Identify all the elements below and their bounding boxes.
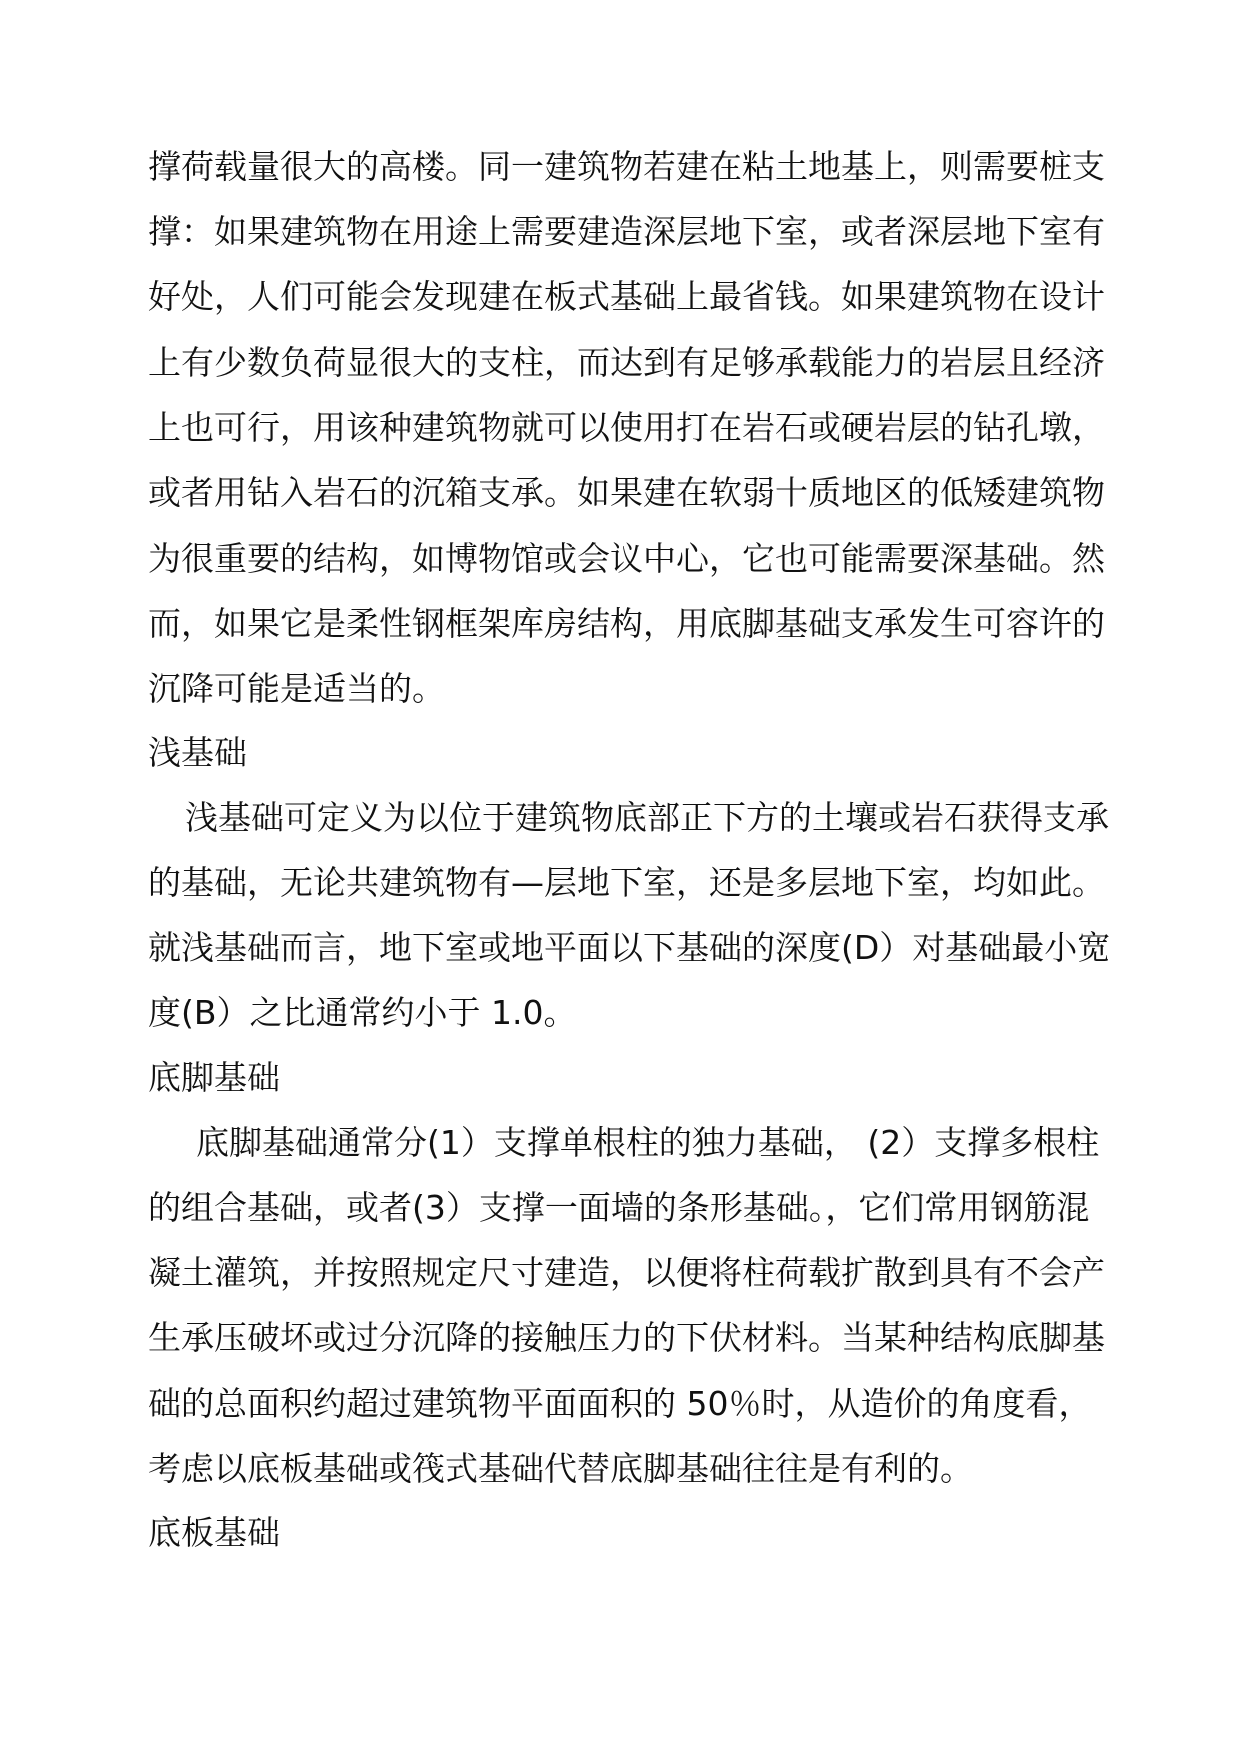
paragraph-line: 沉降可能是适当的。	[148, 669, 445, 708]
paragraph-line: 撑：如果建筑物在用途上需要建造深层地下室，或者深层地下室有	[148, 212, 1105, 251]
paragraph-line: 浅基础可定义为以位于建筑物底部正下方的土壤或岩石获得支承	[185, 798, 1109, 837]
section-heading-shallow-foundation: 浅基础	[148, 733, 247, 772]
section-heading-spread-footing: 底脚基础	[148, 1058, 280, 1097]
paragraph-line: 上也可行，用该种建筑物就可以使用打在岩石或硬岩层的钻孔墩，	[148, 408, 1105, 447]
paragraph-line: 好处，人们可能会发现建在板式基础上最省钱。如果建筑物在设计	[148, 277, 1105, 316]
paragraph-line: 的基础，无论共建筑物有—层地下室，还是多层地下室，均如此。	[148, 863, 1105, 902]
paragraph-line: 或者用钻入岩石的沉箱支承。如果建在软弱十质地区的低矮建筑物	[148, 473, 1105, 512]
paragraph-line: 度(B）之比通常约小于 1.0。	[148, 993, 577, 1032]
paragraph-line: 础的总面积约超过建筑物平面面积的 50％时，从造价的角度看，	[148, 1384, 1092, 1423]
paragraph-line: 上有少数负荷显很大的支柱，而达到有足够承载能力的岩层且经济	[148, 343, 1105, 382]
paragraph-line: 凝土灌筑，并按照规定尺寸建造，以便将柱荷载扩散到具有不会产	[148, 1253, 1105, 1292]
paragraph-line: 而，如果它是柔性钢框架库房结构，用底脚基础支承发生可容许的	[148, 604, 1105, 643]
paragraph-line: 就浅基础而言，地下室或地平面以下基础的深度(D）对基础最小宽	[148, 928, 1111, 967]
paragraph-line: 底脚基础通常分(1）支撑单根柱的独力基础， (2）支撑多根柱	[196, 1123, 1100, 1162]
paragraph-line: 的组合基础，或者(3）支撑一面墙的条形基础。，它们常用钢筋混	[148, 1188, 1090, 1227]
paragraph-line: 为很重要的结构，如博物馆或会议中心，它也可能需要深基础。然	[148, 539, 1105, 578]
paragraph-line: 撑荷载量很大的高楼。同一建筑物若建在粘土地基上，则需要桩支	[148, 147, 1105, 186]
paragraph-line: 生承压破坏或过分沉降的接触压力的下伏材料。当某种结构底脚基	[148, 1318, 1105, 1357]
paragraph-line: 考虑以底板基础或筏式基础代替底脚基础往往是有利的。	[148, 1449, 973, 1488]
section-heading-slab-foundation: 底板基础	[148, 1513, 280, 1552]
